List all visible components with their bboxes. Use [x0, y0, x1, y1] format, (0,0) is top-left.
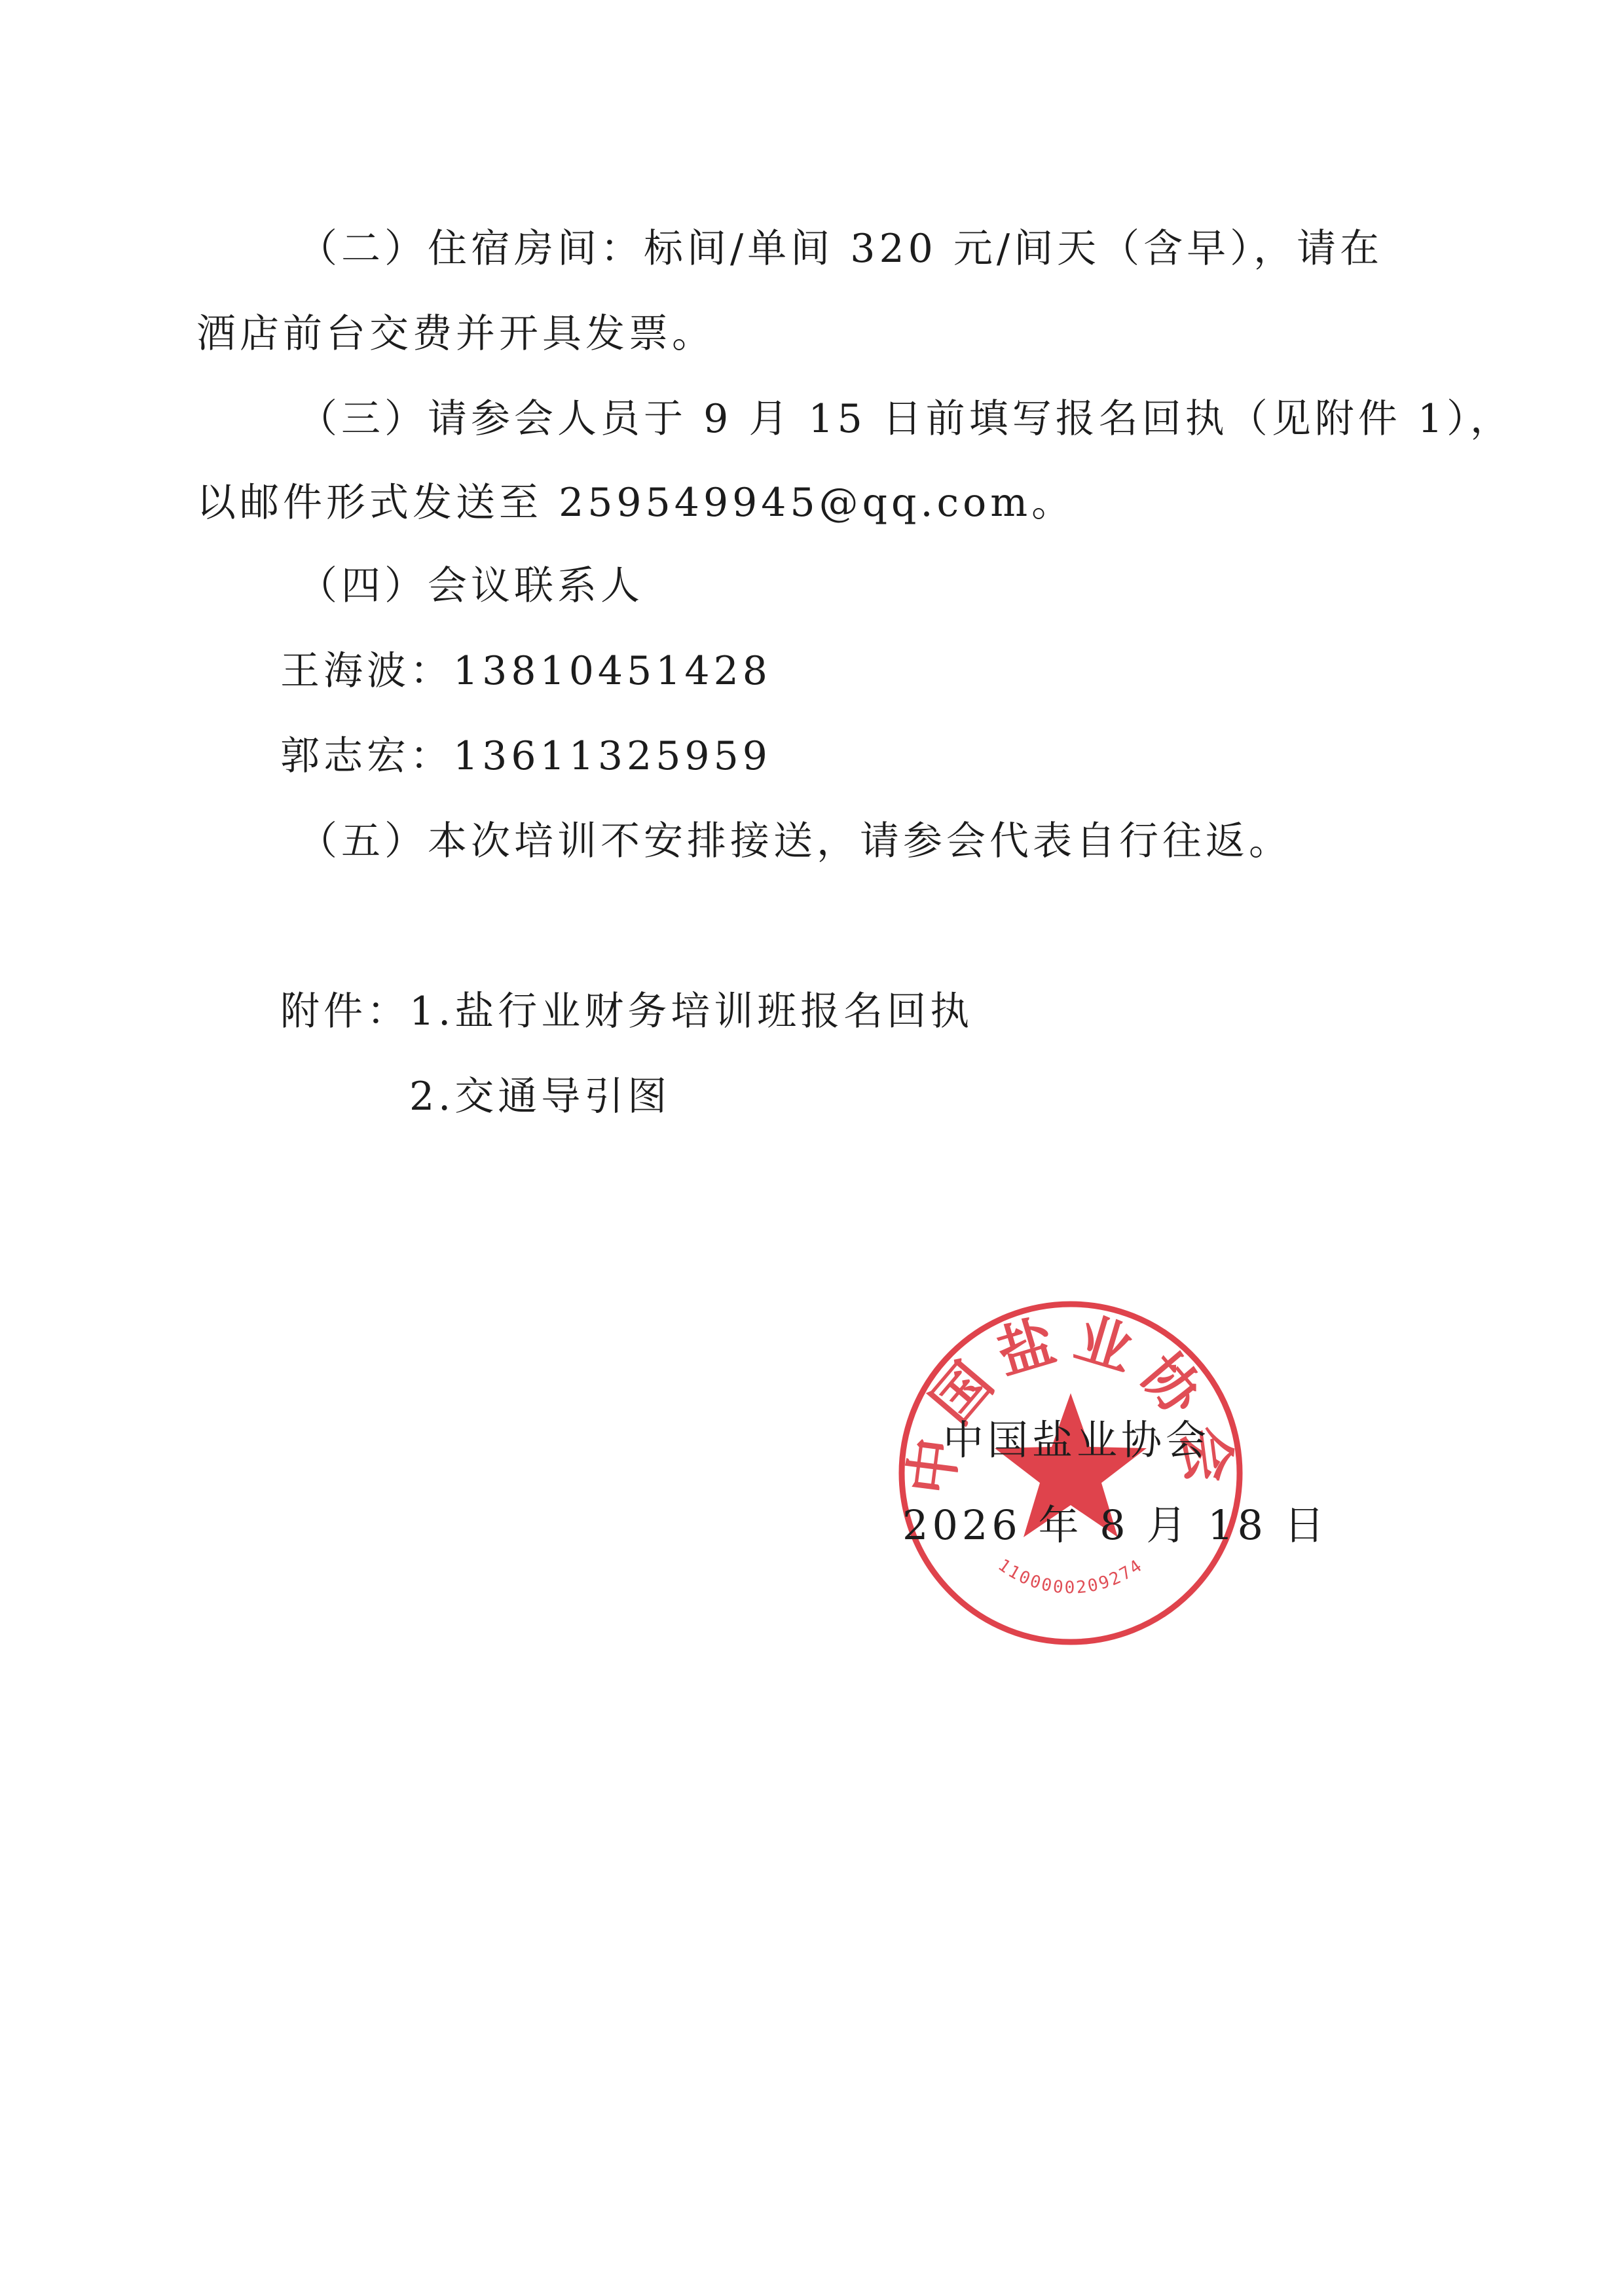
paragraph-transport: （五）本次培训不安排接送，请参会代表自行往返。	[298, 818, 1292, 864]
seal-org-text: 中国盐业协会	[897, 1304, 1244, 1499]
paragraph-registration-line1: （三）请参会人员于 9 月 15 日前填写报名回执（见附件 1），	[298, 396, 1514, 442]
attachments-label: 附件：	[280, 989, 410, 1034]
paragraph-registration-line2: 以邮件形式发送至 259549945@qq.com。	[196, 480, 1075, 526]
signature-org: 中国盐业协会	[943, 1416, 1211, 1464]
paragraph-accommodation-line1: （二）住宿房间：标间/单间 320 元/间天（含早），请在	[298, 226, 1384, 272]
official-seal	[894, 1296, 1247, 1650]
svg-text:1100000209274	[994, 1556, 1147, 1598]
paragraph-accommodation-line2: 酒店前台交费并开具发票。	[196, 311, 715, 357]
attachment-item-2: 2.交通导引图	[409, 1074, 671, 1120]
signature-date: 2026 年 8 月 18 日	[902, 1501, 1329, 1549]
contact-wang: 王海波：13810451428	[280, 648, 771, 694]
attachment-item-1: 1.盐行业财务培训班报名回执	[409, 989, 974, 1034]
contact-guo: 郭志宏：13611325959	[280, 733, 771, 779]
seal-number-text: 1100000209274	[994, 1555, 1147, 1598]
paragraph-contacts-heading: （四）会议联系人	[298, 563, 644, 609]
